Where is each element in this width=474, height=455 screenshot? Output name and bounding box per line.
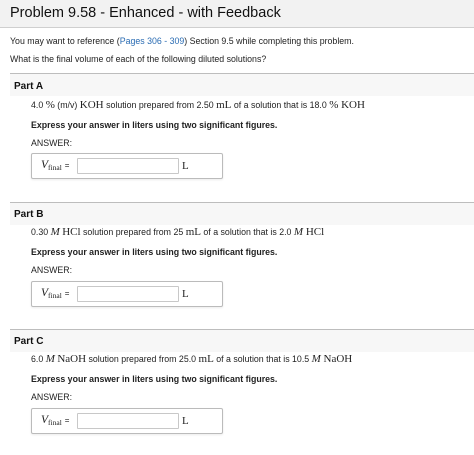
reference-prefix: You may want to reference (	[10, 36, 120, 46]
part-a-answer-input[interactable]	[77, 158, 179, 174]
part-c-answer-box	[31, 408, 223, 434]
part-b-instruction: Express your answer in liters using two significant figures.	[31, 247, 278, 257]
part-a-problem: 4.0 % (m/v) KOH solution prepared from 2.50 mL of a solution that is 18.0 % KOH	[31, 99, 365, 111]
part-b-problem: 0.30 M HCl solution prepared from 25 mL of a solution that is 2.0 M HCl	[31, 226, 325, 238]
v-final-label: $V_{final}$ =	[41, 287, 70, 300]
reference-text	[10, 36, 354, 46]
part-b-answer-box	[31, 281, 223, 307]
unit-label: L	[182, 288, 189, 300]
part-c-answer-label: ANSWER:	[31, 392, 73, 402]
part-a-answer-box	[31, 153, 223, 179]
part-a-answer-label: ANSWER:	[31, 138, 73, 148]
question-text: What is the final volume of each of the following diluted solutions?	[10, 54, 267, 64]
part-c-header	[10, 330, 474, 352]
unit-label: L	[182, 415, 189, 427]
part-b-answer-input[interactable]	[77, 286, 179, 302]
page-title: Problem 9.58 - Enhanced - with Feedback	[10, 5, 281, 21]
part-c-answer-input[interactable]	[77, 413, 179, 429]
part-a-label: Part A	[14, 81, 44, 92]
pages-link[interactable]: Pages 306 - 309	[119, 36, 185, 46]
part-c-problem: 6.0 M NaOH solution prepared from 25.0 mL of a solution that is 10.5 M NaOH	[31, 353, 353, 365]
part-a-header	[10, 74, 474, 96]
part-c-instruction: Express your answer in liters using two significant figures.	[31, 374, 278, 384]
v-final-label: $V_{final}$ =	[41, 159, 70, 172]
part-a-instruction: Express your answer in liters using two significant figures.	[31, 120, 278, 130]
part-c-label: Part C	[14, 336, 44, 347]
v-final-label: $V_{final}$ =	[41, 414, 70, 427]
reference-suffix: ) Section 9.5 while completing this problem.	[184, 36, 354, 46]
part-b-header	[10, 203, 474, 225]
unit-label: L	[182, 160, 189, 172]
part-b-answer-label: ANSWER:	[31, 265, 73, 275]
part-b-label: Part B	[14, 209, 44, 220]
